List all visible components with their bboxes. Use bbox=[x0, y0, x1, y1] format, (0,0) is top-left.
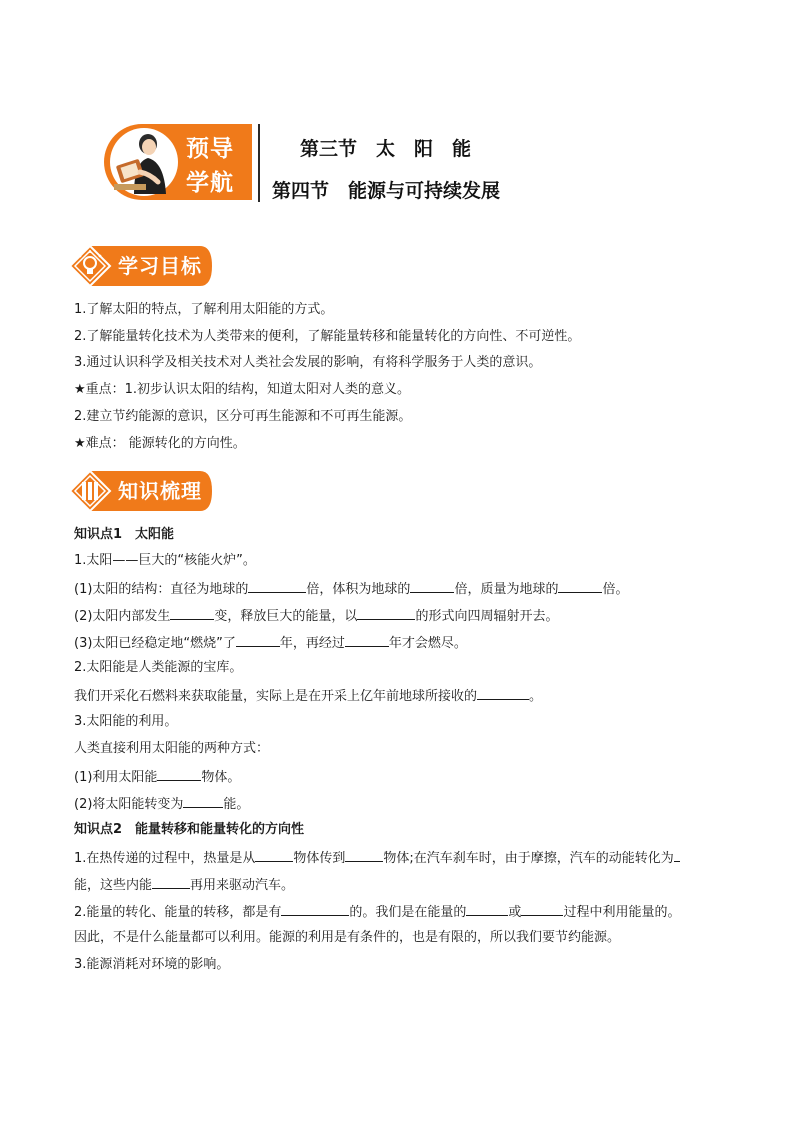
fill-blank[interactable] bbox=[521, 903, 563, 916]
kp2-line-4: 因此，不是什么能量都可以利用。能源的利用是有条件的，也是有限的，所以我们要节约能源。 bbox=[74, 930, 621, 945]
key-point-1: ★重点：1.初步认识太阳的结构，知道太阳对人类的意义。 bbox=[74, 382, 411, 397]
kp2-line-1: 1.在热传递的过程中，热量是从 物体传到 物体;在汽车刹车时，由于摩擦，汽车的动能转化为 bbox=[74, 849, 680, 867]
key-point-2: 2.建立节约能源的意识，区分可再生能源和不可再生能源。 bbox=[74, 409, 412, 424]
kp1-line-5: 2.太阳能是人类能源的宝库。 bbox=[74, 660, 243, 675]
goal-2: 2.了解能量转化技术为人类带来的便利，了解能量转移和能量转化的方向性、不可逆性。 bbox=[74, 329, 581, 344]
kp2-line-5: 3.能源消耗对环境的影响。 bbox=[74, 957, 230, 972]
header-badge bbox=[104, 124, 252, 200]
badge-text-bottom: 学航 bbox=[186, 170, 234, 196]
kp1-line-8: 人类直接利用太阳能的两种方式： bbox=[74, 741, 270, 756]
fill-blank[interactable] bbox=[674, 849, 680, 862]
kp1-line-7: 3.太阳能的利用。 bbox=[74, 714, 178, 729]
learning-goals-title: 学习目标 bbox=[118, 254, 202, 278]
section-title-3: 第三节 太 阳 能 bbox=[300, 138, 472, 160]
fill-blank[interactable] bbox=[152, 876, 190, 889]
knowledge-review-banner bbox=[68, 469, 214, 513]
knowledge-point-1-heading: 知识点1 太阳能 bbox=[74, 527, 175, 542]
kp1-line-2: (1)太阳的结构：直径为地球的 倍，体积为地球的 倍，质量为地球的 倍。 bbox=[74, 582, 629, 597]
kp1-line-3: (2)太阳内部发生 变，释放巨大的能量，以 的形式向四周辐射开去。 bbox=[74, 609, 559, 624]
kp1-line-4: (3)太阳已经稳定地“燃烧”了 年，再经过 年才会燃尽。 bbox=[74, 636, 467, 651]
fill-blank[interactable] bbox=[345, 849, 383, 862]
header-divider bbox=[258, 124, 260, 202]
fill-blank[interactable] bbox=[345, 634, 389, 647]
knowledge-point-2-heading: 知识点2 能量转移和能量转化的方向性 bbox=[74, 822, 305, 837]
books-icon bbox=[68, 469, 112, 513]
lightbulb-icon bbox=[68, 244, 112, 288]
fill-blank[interactable] bbox=[558, 580, 602, 593]
kp1-line-6: 我们开采化石燃料来获取能量，实际上是在开采上亿年前地球所接收的 。 bbox=[74, 689, 543, 704]
fill-blank[interactable] bbox=[183, 795, 223, 808]
fill-blank[interactable] bbox=[477, 687, 529, 700]
section-title-4: 第四节 能源与可持续发展 bbox=[272, 180, 501, 202]
kp1-line-10: (2)将太阳能转变为 能。 bbox=[74, 797, 250, 812]
fill-blank[interactable] bbox=[170, 607, 214, 620]
fill-blank[interactable] bbox=[236, 634, 280, 647]
knowledge-review-title: 知识梳理 bbox=[118, 479, 202, 503]
kp1-line-1: 1.太阳——巨大的“核能火炉”。 bbox=[74, 553, 256, 568]
fill-blank[interactable] bbox=[248, 580, 306, 593]
goal-3: 3.通过认识科学及相关技术对人类社会发展的影响，有将科学服务于人类的意识。 bbox=[74, 355, 542, 370]
fill-blank[interactable] bbox=[281, 903, 349, 916]
kp2-line-2: 能，这些内能 再用来驱动汽车。 bbox=[74, 878, 295, 893]
kp1-line-9: (1)利用太阳能 物体。 bbox=[74, 770, 241, 785]
fill-blank[interactable] bbox=[357, 607, 415, 620]
badge-text-top: 预导 bbox=[186, 136, 234, 162]
fill-blank[interactable] bbox=[410, 580, 454, 593]
learning-goals-banner bbox=[68, 244, 214, 288]
goal-1: 1.了解太阳的特点，了解利用太阳能的方式。 bbox=[74, 302, 334, 317]
kp2-line-3: 2.能量的转化、能量的转移，都是有 的。我们是在能量的 或 过程中利用能量的。 bbox=[74, 905, 681, 920]
fill-blank[interactable] bbox=[466, 903, 508, 916]
fill-blank[interactable] bbox=[157, 768, 201, 781]
fill-blank[interactable] bbox=[255, 849, 293, 862]
difficult-point: ★难点： 能源转化的方向性。 bbox=[74, 436, 246, 451]
